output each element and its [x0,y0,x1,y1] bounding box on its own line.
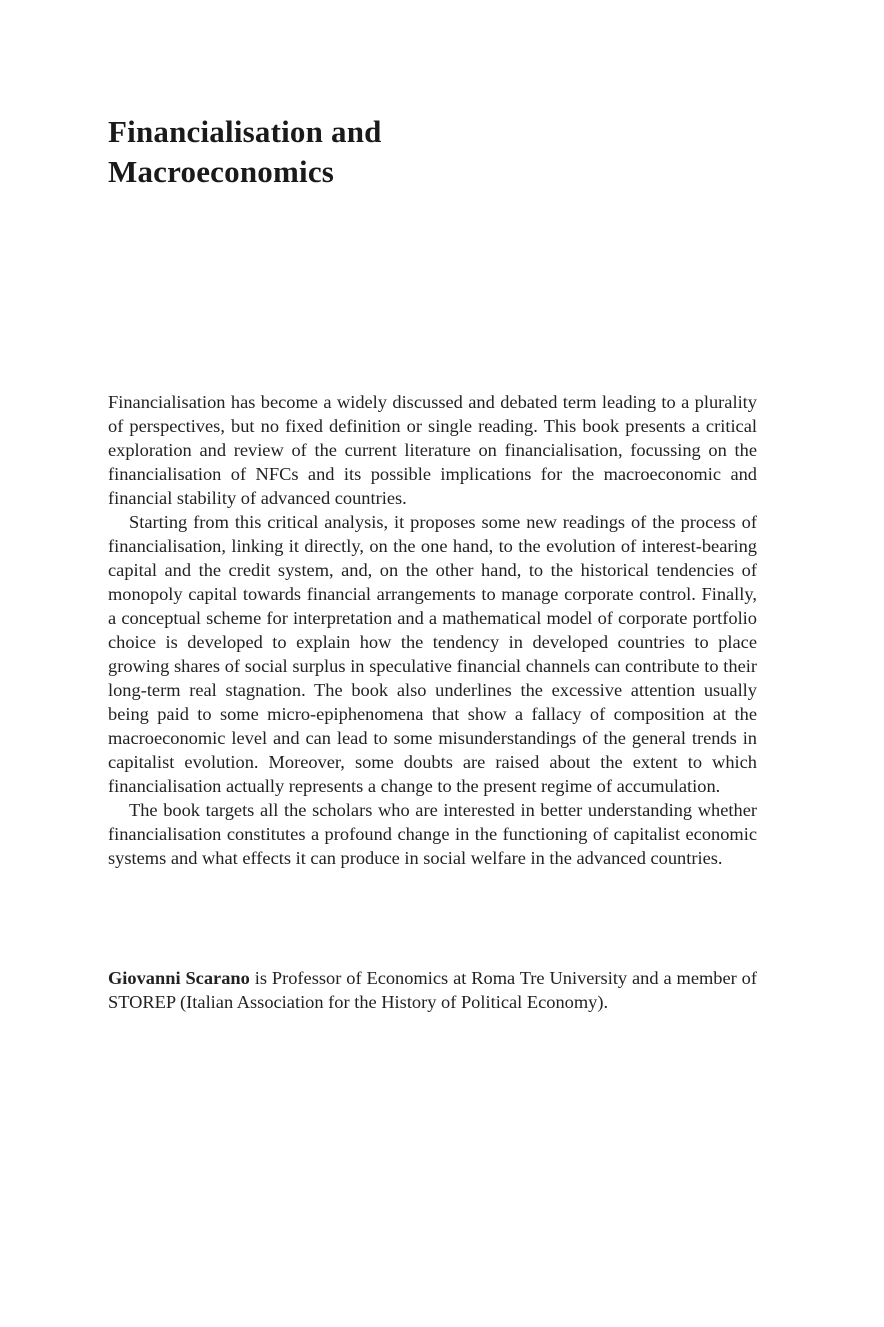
book-title-line-2: Macroeconomics [108,154,335,189]
description-paragraph-2: Starting from this critical analysis, it proposes some new readings of the process of financialisation, linking it directly, on the one hand, to the evolution of interest-bearing capital and the credit system, and, on the other hand, to the historical tendencies of monopoly capital towards financial arrangements to manage corporate control. Finally, a conceptual scheme for interpretation and a mathematical model of corporate portfolio choice is developed to explain how the tendency in developed countries to place growing shares of social surplus in speculative financial channels can contribute to their long-term real stagnation. The book also underlines the excessive attention usually being paid to some micro-epiphenomena that show a fallacy of composition at the macroeconomic level and can lead to some misunderstandings of the general trends in capitalist evolution. Moreover, some doubts are raised about the extent to which financialisation actually represents a change to the present regime of accumulation. [108,512,757,796]
author-bio-text: is Professor of Economics at Roma Tre University and a member of STOREP (Italian Association for the History of Political Economy). [108,968,757,1012]
book-title [108,112,768,192]
description-paragraph-1: Financialisation has become a widely discussed and debated term leading to a plurality of perspectives, but no fixed definition or single reading. This book presents a critical exploration and review of the current literature on financialisation, focussing on the financialisation of NFCs and its possible implications for the macroeconomic and financial stability of advanced countries. [108,392,757,508]
author-bio [108,966,757,1014]
description-paragraph-3: The book targets all the scholars who are interested in better understanding whether financialisation constitutes a profound change in the functioning of capitalist economic systems and what effects it can produce in social welfare in the advanced countries. [108,800,757,868]
book-title-line-1: Financialisation and [108,114,382,149]
author-name: Giovanni Scarano [108,968,250,988]
book-description [108,390,757,870]
